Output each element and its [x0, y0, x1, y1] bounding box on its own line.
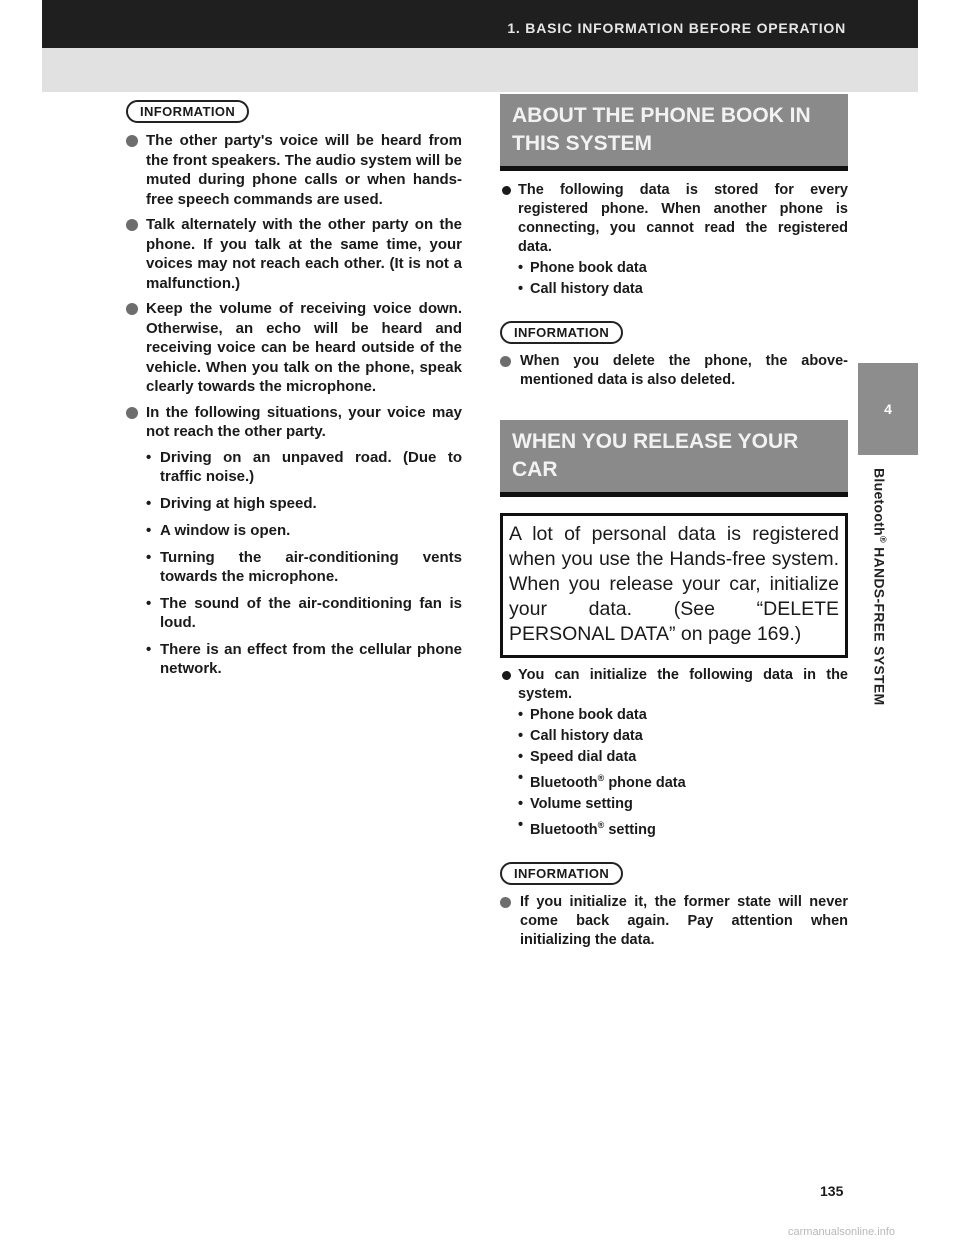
- header-bar: [42, 0, 918, 48]
- page-number: 135: [820, 1183, 844, 1199]
- list-item: Talk alternately with the other party on the phone. If you talk at the same time, your voices may not reach each other. (It is not a malfunction.): [126, 215, 462, 293]
- phone-book-text: [500, 181, 848, 299]
- left-column: [126, 100, 462, 686]
- information-badge: INFORMATION: [126, 100, 249, 123]
- information-list: [126, 131, 462, 678]
- list-item: • Driving on an unpaved road. (Due to traffic noise.): [146, 448, 462, 485]
- list-item: When you delete the phone, the above-mentioned data is also deleted.: [500, 352, 848, 390]
- list-item: • Driving at high speed.: [146, 494, 317, 512]
- list-item: • Turning the air-conditioning vents towards the microphone.: [146, 548, 462, 585]
- release-text: [500, 666, 848, 840]
- list-item: • There is an effect from the cellular phone network.: [146, 640, 462, 677]
- information-badge: INFORMATION: [500, 862, 623, 885]
- list-item: • Speed dial data: [518, 749, 637, 765]
- release-notice-box: A lot of personal data is registered when you use the Hands-free system. When you release your car, initialize your data. (See “DELETE PERSONAL DATA” on page 169.): [500, 513, 848, 658]
- list-item: The following data is stored for every registered phone. When another phone is connecting, you cannot read the registered data.: [500, 181, 848, 257]
- list-item: • Call history data: [518, 281, 643, 297]
- bullet-dot-icon: [502, 186, 511, 195]
- list-item: • Call history data: [518, 728, 643, 744]
- watermark: carmanualsonline.info: [788, 1226, 896, 1238]
- bullet-dot-icon: [126, 407, 138, 419]
- list-item: In the following situations, your voice may not reach the other party. • Driving on an unpaved road. (Due to traffic noise.) • Driving at high speed. • A window is open. • Turning the air-conditioning vents towards the microphone. • The sound of the air-conditioning fan is loud. • There is an effect from the cellular phone network.: [126, 403, 462, 678]
- information-badge: INFORMATION: [500, 321, 623, 344]
- list-item: The other party's voice will be heard from the front speakers. The audio system will be muted during phone calls or when hands-free speech commands are used.: [126, 131, 462, 209]
- list-item: If you initialize it, the former state will never come back again. Pay attention when initializing the data.: [500, 893, 848, 950]
- stored-data-list: [500, 259, 848, 299]
- bullet-dot-icon: [126, 135, 138, 147]
- list-item: You can initialize the following data in the system.: [500, 666, 848, 704]
- right-column: [500, 94, 848, 950]
- list-item: • Volume setting: [518, 795, 633, 812]
- chapter-side-title: Bluetooth® HANDS-FREE SYSTEM: [871, 468, 888, 706]
- bullet-dot-icon: [126, 303, 138, 315]
- list-item: Keep the volume of receiving voice down. Otherwise, an echo will be heard and receiving voice can be heard outside of the vehicle. When you talk on the phone, speak clearly towards the microphone.: [126, 299, 462, 397]
- list-item: • Bluetooth® phone data: [518, 770, 686, 791]
- bullet-dot-icon: [500, 897, 511, 908]
- situation-list: [146, 448, 462, 678]
- list-item: • Bluetooth® setting: [518, 816, 656, 838]
- chapter-number: 4: [884, 401, 892, 417]
- chapter-title: 1. BASIC INFORMATION BEFORE OPERATION: [507, 20, 846, 36]
- list-item: • Phone book data: [518, 707, 647, 723]
- chapter-tab[interactable]: [858, 363, 918, 455]
- bullet-dot-icon: [126, 219, 138, 231]
- initialize-data-list: [500, 706, 848, 840]
- list-item: • The sound of the air-conditioning fan is loud.: [146, 594, 462, 631]
- section-header-phone-book: ABOUT THE PHONE BOOK IN THIS SYSTEM: [500, 94, 848, 171]
- header-strip: [42, 48, 918, 92]
- section-header-release-car: WHEN YOU RELEASE YOUR CAR: [500, 420, 848, 497]
- bullet-dot-icon: [500, 356, 511, 367]
- list-item: • Phone book data: [518, 260, 647, 276]
- bullet-dot-icon: [502, 671, 511, 680]
- list-item: • A window is open.: [146, 521, 291, 539]
